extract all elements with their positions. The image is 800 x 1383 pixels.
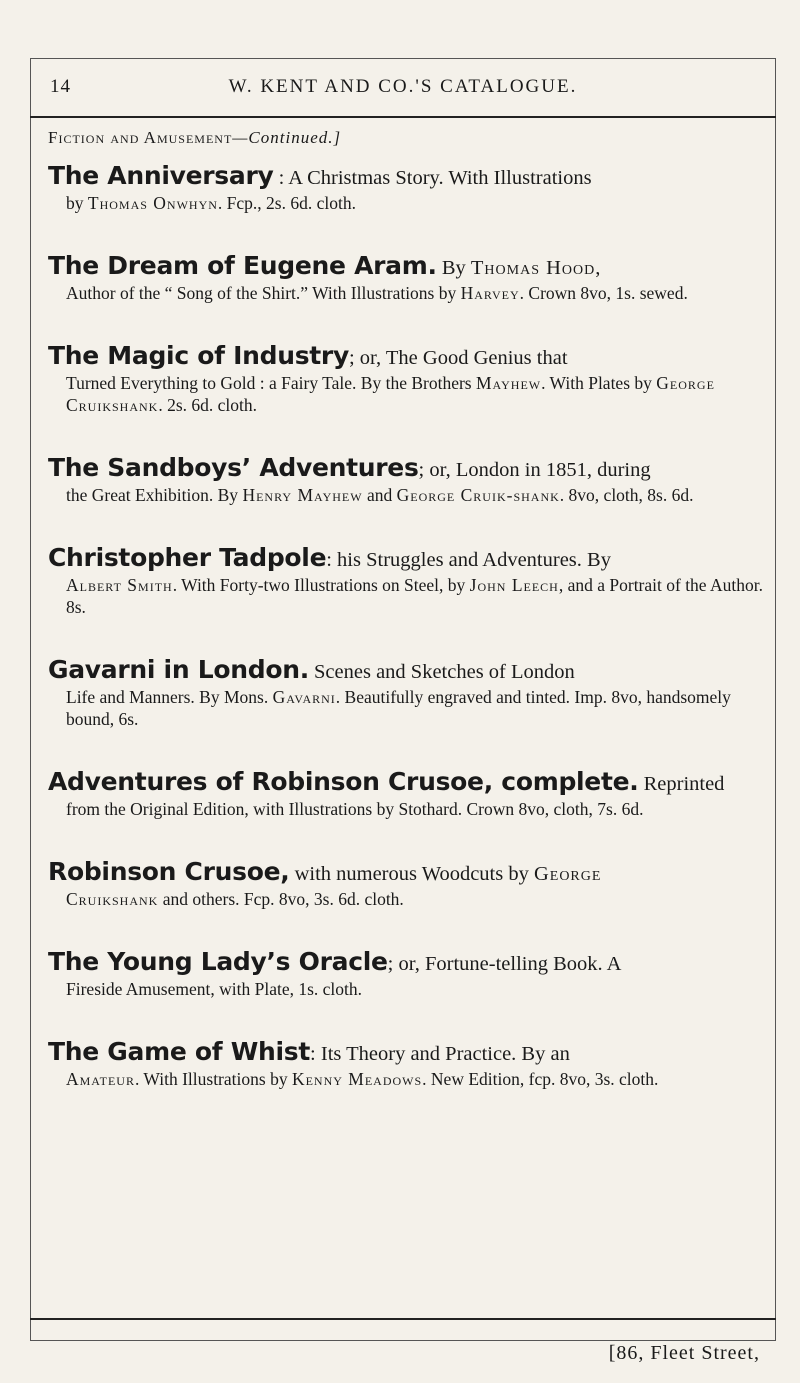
entry-text: . With Forty-two Illustrations on Steel, by [172,575,470,595]
entry-text: Turned Everything to Gold : a Fairy Tale. By the Brothers [66,373,476,393]
entry-text: . 2s. 6d. cloth. [158,395,258,415]
entry-title: Gavarni in London. [48,655,309,684]
entry-text: by [66,193,88,213]
entry-lead-text: : A Christmas Story. With Illustrations [273,167,592,189]
entry-list [48,162,764,1090]
entry-name: Cruikshank [66,889,159,909]
entry-description [66,574,764,618]
entry-text: . Fcp., 2s. 6d. cloth. [217,193,356,213]
entry-text: . New Edition, fcp. 8vo, 3s. cloth. [422,1069,659,1089]
entry-description [66,686,764,730]
entry-description [66,978,764,1000]
entry-name: Kenny Meadows [291,1069,423,1089]
catalogue-entry [48,342,764,416]
catalogue-entry [48,162,764,214]
entry-text: and [362,485,397,505]
entry-lead-name: Thomas Hood, [470,257,602,279]
entry-lead-text: : his Struggles and Adventures. By [326,549,611,571]
entry-text: and others. Fcp. 8vo, 3s. 6d. cloth. [158,889,404,909]
entry-name: John Leech [469,575,559,595]
entry-text: from the Original Edition, with Illustrations by Stothard. Crown 8vo, cloth, 7s. 6d. [66,799,644,819]
catalogue-content [48,124,764,1128]
entry-description [66,1068,764,1090]
entry-title: Christopher Tadpole [48,543,327,572]
entry-text: . With Illustrations by [134,1069,292,1089]
entry-description [66,888,764,910]
entry-lead-text: ; or, Fortune-telling Book. A [387,953,622,975]
section-heading [48,128,764,148]
entry-name: Harvey [460,283,520,303]
section-label: Fiction and Amusement [48,128,233,147]
entry-name: George Cruikshank [66,373,715,415]
footer-address: [86, Fleet Street, [608,1342,760,1364]
entry-title: Adventures of Robinson Crusoe, complete. [48,767,639,796]
catalogue-entry [48,858,764,910]
entry-first-line [48,342,764,372]
entry-title: The Sandboys’ Adventures [48,453,419,482]
entry-text: . 8vo, cloth, 8s. 6d. [559,485,694,505]
entry-name: Amateur [66,1069,135,1089]
catalogue-entry [48,656,764,730]
entry-name: George Cruik-shank [396,485,560,505]
catalogue-entry [48,544,764,618]
entry-text: . With Plates by [541,373,657,393]
entry-text: Fireside Amusement, with Plate, 1s. cloth. [66,979,363,999]
entry-first-line [48,1038,764,1068]
entry-text: Life and Manners. By Mons. [66,687,273,707]
entry-lead-text: ; or, The Good Genius that [348,347,568,369]
catalogue-entry [48,454,764,506]
entry-name: Thomas Onwhyn [87,193,218,213]
entry-name: Henry Mayhew [242,485,363,505]
entry-first-line [48,948,764,978]
entry-first-line [48,162,764,192]
entry-description [66,192,764,214]
catalogue-entry [48,768,764,820]
entry-lead-text: : Its Theory and Practice. By an [310,1043,570,1065]
entry-first-line [48,544,764,574]
entry-lead-text: with numerous Woodcuts by [289,863,534,885]
entry-title: The Dream of Eugene Aram. [48,251,437,280]
catalogue-entry [48,1038,764,1090]
entry-title: The Game of Whist [48,1037,311,1066]
entry-first-line [48,858,764,888]
entry-first-line [48,252,764,282]
entry-lead-text: ; or, London in 1851, during [418,459,651,481]
entry-name: Gavarni [272,687,336,707]
entry-description [66,484,764,506]
entry-text: Author of the “ Song of the Shirt.” With Illustrations by [66,283,461,303]
entry-lead-text: By [436,257,471,279]
catalogue-entry [48,252,764,304]
bottom-rule [30,1318,776,1320]
section-continued: —Continued.] [232,128,342,147]
running-head: W. KENT AND CO.'S CATALOGUE. [228,76,578,97]
page-number: 14 [50,76,71,97]
entry-name: Mayhew [475,373,542,393]
entry-description [66,372,764,416]
entry-text: . Beautifully engraved and tinted. Imp. 8vo, handsomely bound, 6s. [66,687,731,729]
entry-text: . Crown 8vo, 1s. sewed. [519,283,688,303]
entry-text: the Great Exhibition. By [66,485,243,505]
entry-lead-name: George [533,863,602,885]
entry-name: Albert Smith [66,575,173,595]
entry-title: The Anniversary [48,161,274,190]
entry-first-line [48,768,764,798]
entry-description [66,798,764,820]
entry-lead-text: Reprinted [638,773,725,795]
entry-title: The Young Lady’s Oracle [48,947,388,976]
page-header [30,58,776,118]
entry-first-line [48,454,764,484]
entry-title: Robinson Crusoe, [48,857,290,886]
entry-title: The Magic of Industry [48,341,349,370]
entry-first-line [48,656,764,686]
catalogue-entry [48,948,764,1000]
entry-text: , and a Portrait of the Author. 8s. [66,575,763,617]
entry-lead-text: Scenes and Sketches of London [308,661,575,683]
entry-description [66,282,764,304]
